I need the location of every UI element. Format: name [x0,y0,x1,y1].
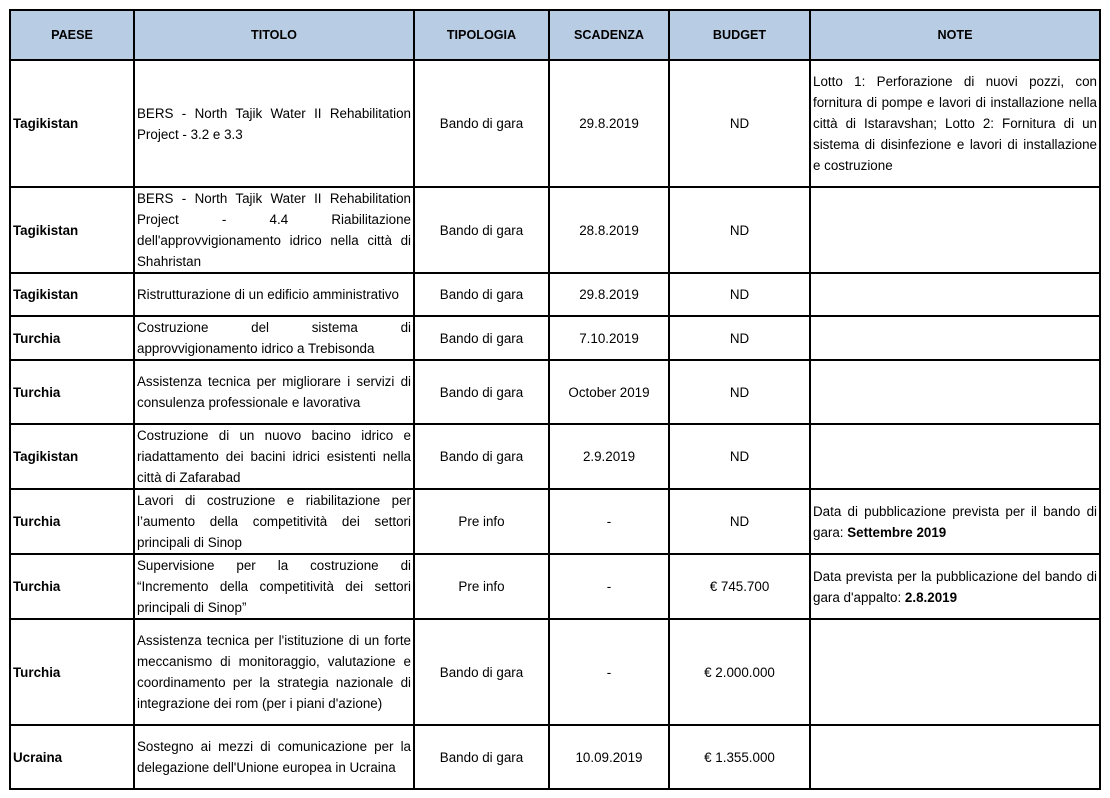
cell-note [810,619,1100,725]
cell-paese: Turchia [10,619,134,725]
cell-scadenza: October 2019 [549,360,669,424]
cell-tipologia: Pre info [414,489,549,554]
cell-scadenza: - [549,554,669,619]
cell-titolo: Costruzione di un nuovo bacino idrico e riadattamento dei bacini idrici esistenti nella città di Zafarabad [134,424,414,489]
cell-budget: ND [669,360,810,424]
table-row [10,619,1100,725]
cell-note [810,360,1100,424]
cell-tipologia: Bando di gara [414,725,549,789]
header-tipologia: TIPOLOGIA [414,10,549,60]
cell-titolo: Supervisione per la costruzione di “Incremento della competitività dei settori principali di Sinop” [134,554,414,619]
cell-budget: ND [669,424,810,489]
table-row [10,424,1100,489]
cell-budget: € 1.355.000 [669,725,810,789]
cell-paese: Turchia [10,489,134,554]
cell-paese: Ucraina [10,725,134,789]
cell-tipologia: Bando di gara [414,360,549,424]
cell-paese: Tagikistan [10,187,134,273]
cell-note [810,424,1100,489]
cell-scadenza: 28.8.2019 [549,187,669,273]
cell-budget: ND [669,489,810,554]
cell-budget: ND [669,316,810,360]
cell-titolo: Costruzione del sistema di approvvigionamento idrico a Trebisonda [134,316,414,360]
cell-titolo: Ristrutturazione di un edificio amministrativo [134,273,414,316]
cell-tipologia: Bando di gara [414,187,549,273]
cell-budget: € 745.700 [669,554,810,619]
note-bold: 2.8.2019 [904,589,958,605]
cell-titolo: Assistenza tecnica per l'istituzione di un forte meccanismo di monitoraggio, valutazione e coordinamento per la strategia nazionale di integrazione dei rom (per i piani d'azione) [134,619,414,725]
cell-scadenza: 10.09.2019 [549,725,669,789]
cell-budget: ND [669,60,810,187]
table-row [10,360,1100,424]
cell-note [810,273,1100,316]
header-budget: BUDGET [669,10,810,60]
cell-tipologia: Bando di gara [414,424,549,489]
cell-scadenza: - [549,489,669,554]
cell-paese: Tagikistan [10,60,134,187]
header-titolo: TITOLO [134,10,414,60]
cell-paese: Turchia [10,554,134,619]
cell-note [810,187,1100,273]
tender-table [9,9,1101,790]
cell-tipologia: Bando di gara [414,619,549,725]
cell-scadenza: 7.10.2019 [549,316,669,360]
table-row [10,60,1100,187]
note-text: Data di pubblicazione prevista per il bando di gara: [813,503,1097,540]
cell-tipologia: Bando di gara [414,273,549,316]
cell-paese: Turchia [10,316,134,360]
header-note: NOTE [810,10,1100,60]
table-header [10,10,1100,60]
note-bold: Settembre 2019 [847,524,947,540]
table-row [10,273,1100,316]
table-row [10,187,1100,273]
note-text: Lotto 1: Perforazione di nuovi pozzi, con fornitura di pompe e lavori di installazione nella città di Istaravshan; Lotto 2: Fornitura di un sistema di disinfezione e lavori di installazione e costruzione [813,74,1097,173]
cell-tipologia: Pre info [414,554,549,619]
cell-scadenza: 2.9.2019 [549,424,669,489]
cell-titolo: Lavori di costruzione e riabilitazione per l’aumento della competitività dei settori principali di Sinop [134,489,414,554]
table-row [10,554,1100,619]
header-scadenza: SCADENZA [549,10,669,60]
cell-titolo: BERS - North Tajik Water II Rehabilitation Project - 3.2 e 3.3 [134,60,414,187]
cell-note [810,554,1100,619]
table-row [10,489,1100,554]
cell-budget: € 2.000.000 [669,619,810,725]
cell-note [810,60,1100,187]
table-row [10,725,1100,789]
header-row [10,10,1100,60]
cell-note [810,725,1100,789]
cell-paese: Tagikistan [10,424,134,489]
cell-scadenza: - [549,619,669,725]
table-row [10,316,1100,360]
cell-scadenza: 29.8.2019 [549,60,669,187]
cell-note [810,316,1100,360]
table-body [10,60,1100,789]
cell-budget: ND [669,273,810,316]
note-text: Data prevista per la pubblicazione del bando di gara d'appalto: [813,568,1097,605]
cell-paese: Tagikistan [10,273,134,316]
cell-tipologia: Bando di gara [414,60,549,187]
header-paese: PAESE [10,10,134,60]
cell-tipologia: Bando di gara [414,316,549,360]
cell-budget: ND [669,187,810,273]
cell-paese: Turchia [10,360,134,424]
cell-titolo: Assistenza tecnica per migliorare i servizi di consulenza professionale e lavorativa [134,360,414,424]
cell-scadenza: 29.8.2019 [549,273,669,316]
cell-titolo: BERS - North Tajik Water II Rehabilitation Project - 4.4 Riabilitazione dell'approvvigionamento idrico nella città di Shahristan [134,187,414,273]
cell-titolo: Sostegno ai mezzi di comunicazione per la delegazione dell'Unione europea in Ucraina [134,725,414,789]
cell-note [810,489,1100,554]
